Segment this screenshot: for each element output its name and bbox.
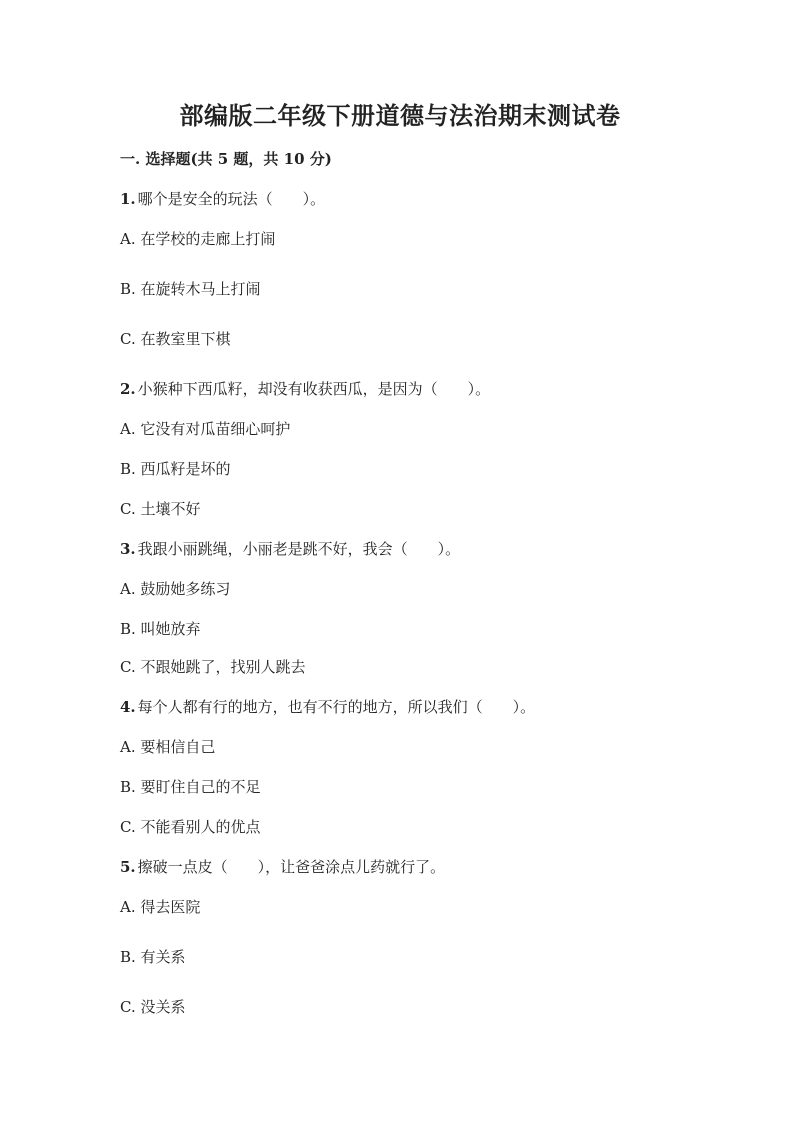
question-text: 哪个是安全的玩法（ ）。 — [137, 190, 326, 208]
option-2b: B. 西瓜籽是坏的 — [120, 460, 231, 478]
section-heading: 一. 选择题(共 5 题，共 10 分) — [120, 150, 332, 168]
option-3a: A. 鼓励她多练习 — [120, 580, 231, 598]
option-5c: C. 没关系 — [120, 998, 186, 1016]
question-5 — [120, 856, 445, 877]
question-1 — [120, 188, 325, 209]
option-2a: A. 它没有对瓜苗细心呵护 — [120, 420, 291, 438]
question-text: 每个人都有行的地方，也有不行的地方，所以我们（ ）。 — [137, 698, 536, 716]
question-text: 擦破一点皮（ ），让爸爸涂点儿药就行了。 — [137, 858, 446, 876]
option-1a: A. 在学校的走廊上打闹 — [120, 230, 276, 248]
question-number: 5. — [120, 858, 136, 876]
question-number: 2. — [120, 380, 136, 398]
question-text: 我跟小丽跳绳，小丽老是跳不好，我会（ ）。 — [137, 540, 461, 558]
option-3b: B. 叫她放弃 — [120, 620, 201, 638]
page-title: 部编版二年级下册道德与法治期末测试卷 — [179, 101, 621, 130]
question-number: 3. — [120, 540, 136, 558]
option-5a: A. 得去医院 — [120, 898, 201, 916]
question-number: 1. — [120, 190, 136, 208]
question-2 — [120, 378, 490, 399]
option-1c: C. 在教室里下棋 — [120, 330, 231, 348]
question-4 — [120, 696, 535, 717]
option-2c: C. 土壤不好 — [120, 500, 201, 518]
option-4b: B. 要盯住自己的不足 — [120, 778, 261, 796]
question-3 — [120, 538, 460, 559]
option-4c: C. 不能看别人的优点 — [120, 818, 261, 836]
option-1b: B. 在旋转木马上打闹 — [120, 280, 261, 298]
option-3c: C. 不跟她跳了，找别人跳去 — [120, 658, 306, 676]
option-5b: B. 有关系 — [120, 948, 186, 966]
option-4a: A. 要相信自己 — [120, 738, 216, 756]
question-number: 4. — [120, 698, 136, 716]
question-text: 小猴种下西瓜籽，却没有收获西瓜，是因为（ ）。 — [137, 380, 491, 398]
